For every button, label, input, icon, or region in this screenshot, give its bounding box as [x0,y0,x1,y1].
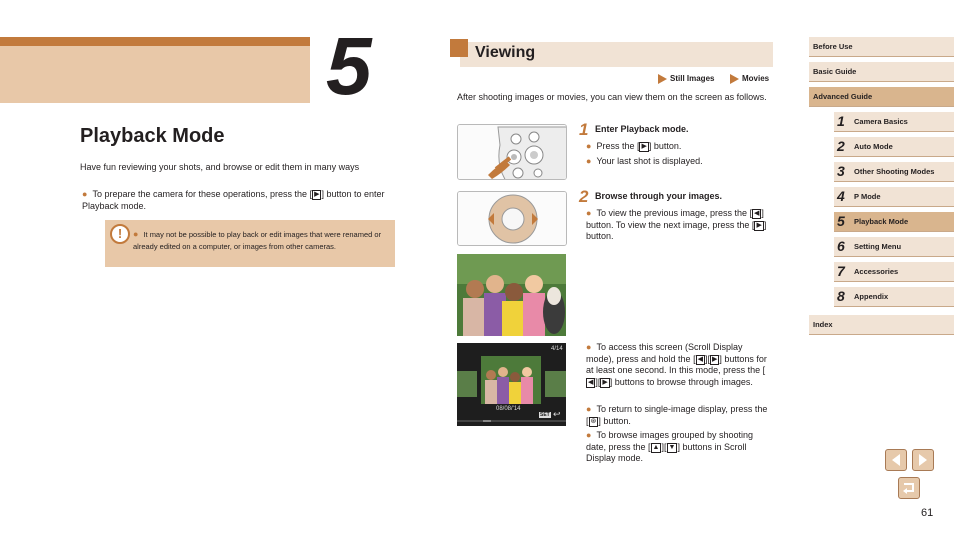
nav-basic-guide[interactable]: Basic Guide [809,62,954,82]
right-icon: ▶ [602,378,608,386]
return-screen-icon: ↩ [553,409,561,419]
func-set-icon: ⊛ [590,417,597,425]
chapter-intro: Have fun reviewing your shots, and browse or edit them in many ways [80,162,360,172]
nav-chapter-6[interactable]: 6 Setting Menu [834,237,954,257]
control-dial-illustration [457,191,567,246]
chapter-title: Playback Mode [80,125,225,147]
bullet-dot: ● [82,189,88,199]
scroll-bullet-2: ● To return to single-image display, press the [ ⊛ ] button. [586,404,768,426]
play-icon: ▶ [314,191,320,198]
scroll-bullet-3: ● To browse images grouped by shooting date, press the [ ▲ ][ ▼ ] buttons in Scroll Display mode. [586,430,754,463]
nav-chapter-4[interactable]: 4 P Mode [834,187,954,207]
triangle-icon [730,74,739,84]
nav-chapter-7[interactable]: 7 Accessories [834,262,954,282]
left-icon: ◀ [754,210,760,217]
left-icon: ◀ [588,378,594,386]
return-button[interactable] [898,477,920,499]
nav-chapter-5[interactable]: 5 Playback Mode [834,212,954,232]
chapter-list [834,112,954,312]
step-1-bullet-2: ● Your last shot is displayed. [586,156,703,166]
caution-text: ● It may not be possible to play back or edit images that were renamed or already edited on a computer, or images from other cameras. [133,229,382,251]
right-icon: ▶ [711,355,718,363]
section-intro: After shooting images or movies, you can view them on the screen as follows. [457,92,767,102]
scroll-bullet-1: ● To access this screen (Scroll Display mode), press and hold the [ ◀ ][ ▶ ] buttons for at least one second. In this mode, press the [◀ ][ ▶ ] buttons to browse through images. [586,342,767,387]
up-icon: ▲ [652,443,660,451]
camera-back-illustration [457,124,567,180]
next-page-icon [913,450,933,470]
page-number: 61 [921,507,934,519]
nav-chapter-2[interactable]: 2 Auto Mode [834,137,954,157]
image-counter: 4/14 [551,346,563,352]
movies-tag: Movies [730,74,769,84]
step-1-number: 1 [579,120,589,139]
step-2-number: 2 [579,187,589,206]
right-icon: ▶ [756,221,762,229]
step-1-bullet-1: ● Press the [ ▶ ] button. [586,141,682,151]
step-2-title: Browse through your images. [595,191,723,201]
play-icon: ▶ [641,143,647,150]
step-1-title: Enter Playback mode. [595,124,689,134]
section-title: Viewing [475,44,536,61]
nav-chapter-3[interactable]: 3 Other Shooting Modes [834,162,954,182]
still-images-tag: Still Images [658,74,714,84]
nav-index[interactable]: Index [809,315,954,335]
step-2-bullet-1: ● To view the previous image, press the [ ◀ ] button. To view the next image, press the [ ▶ ] button. [586,208,767,241]
triangle-icon [658,74,667,84]
prev-page-button[interactable] [885,449,907,471]
sample-photo [457,254,566,336]
nav-before-use[interactable]: Before Use [809,37,954,57]
chapter-banner-light [0,46,310,103]
nav-advanced-guide[interactable]: Advanced Guide [809,87,954,107]
prep-bullet: ● To prepare the camera for these operations, press the [ ▶ ] button to enter Playback mode. [82,189,385,211]
prev-page-icon [886,450,906,470]
set-label: SET [540,412,550,418]
return-icon [899,478,919,498]
sidebar-nav [809,37,954,112]
chapter-number: 5 [326,21,372,112]
down-icon: ▼ [668,443,676,451]
caution-icon: ! [110,224,130,244]
shooting-date: 08/08/'14 [496,406,521,412]
nav-chapter-1[interactable]: 1 Camera Basics [834,112,954,132]
nav-chapter-8[interactable]: 8 Appendix [834,287,954,307]
scroll-display-screen [457,343,566,426]
chapter-banner-dark [0,37,310,46]
section-header-square [450,39,468,57]
next-page-button[interactable] [912,449,934,471]
left-icon: ◀ [697,355,703,363]
